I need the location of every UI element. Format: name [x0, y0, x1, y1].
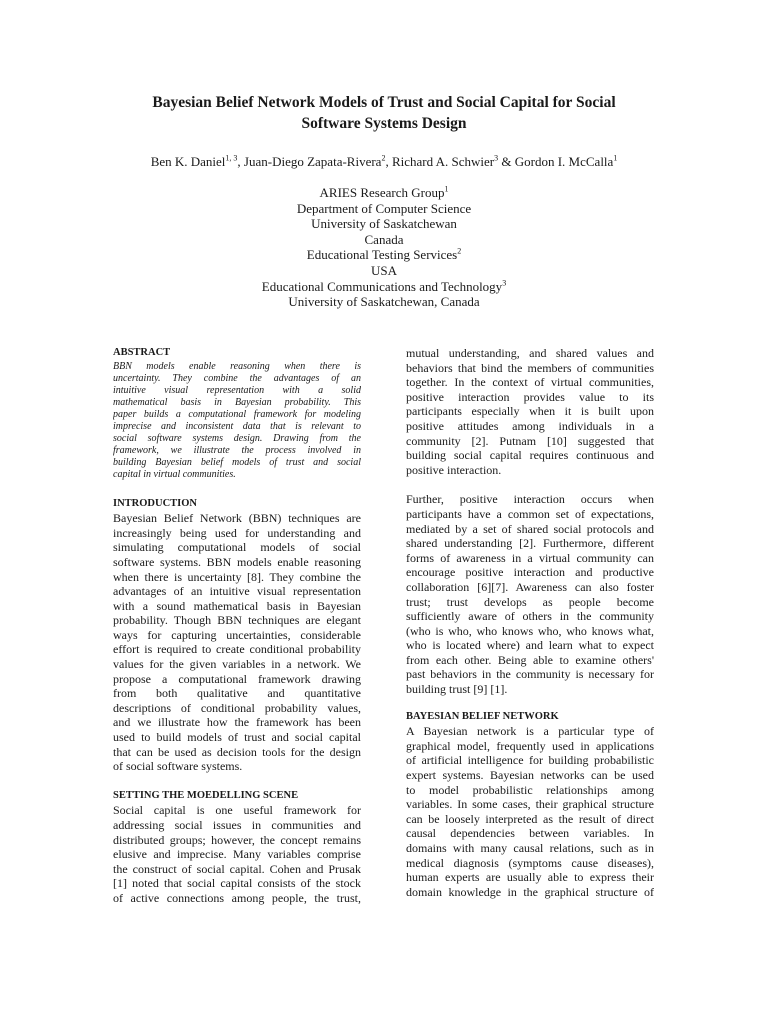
text-line: together. In the context of virtual communities, [406, 375, 654, 390]
text-line: who is located where) and learn what to expect [406, 638, 654, 653]
paragraph-gap [406, 477, 654, 492]
abstract-section [113, 346, 361, 482]
affiliation-mark: 1 [444, 184, 449, 194]
text-line: domains with many causal relations, such as in [406, 841, 654, 855]
affiliation-mark: 3 [502, 278, 507, 288]
text-line: of artificial intelligence for building probabilistic [406, 753, 654, 768]
text-line: intuitive visual representation with a solid [113, 384, 361, 396]
text-line: distributed groups; however, the concept remains [113, 832, 361, 847]
text-line: graphical model, frequently used in applications [406, 738, 654, 753]
text-line: can be loosely interpreted as the result of direct [406, 811, 654, 826]
text-line: sufficiently aware of others in the community [406, 609, 654, 624]
text-line: from each other. Being able to examine others' [406, 652, 654, 667]
author-separator: & [498, 154, 515, 169]
text-line: building Bayesian belief models of trust and social [113, 457, 361, 469]
title-line: Bayesian Belief Network Models of Trust and Social Capital for Social [152, 94, 616, 111]
modelling-body [113, 803, 361, 905]
text-line: elusive and imprecise. Many variables comprise [113, 847, 361, 862]
text-line: addressing social issues in communities and [113, 818, 361, 832]
affiliation-line [150, 232, 618, 248]
text-line: medical diagnosis (symptoms cause diseases), [406, 855, 654, 870]
text-line: shared understanding [2]. Furthermore, different [406, 536, 654, 551]
text-line: with a sound mathematical basis in Bayesian [113, 598, 361, 613]
text-line: positive attitudes among individuals in a [406, 418, 654, 433]
affiliation-text: ARIES Research Group [319, 185, 445, 200]
text-line: building trust [9] [1]. [406, 682, 508, 697]
affiliation-mark: 2 [457, 247, 462, 257]
text-line: propose a computational framework drawing [113, 671, 361, 686]
text-line: building social capital requires continuous and [406, 448, 654, 463]
section-gap [113, 482, 361, 497]
text-line: of active connections among people, the trust, [113, 890, 361, 905]
text-line: ways for capturing uncertainties, considerable [113, 627, 361, 642]
introduction-body [113, 511, 361, 774]
text-line: mediated by a set of shared social protocols and [406, 521, 654, 536]
text-line: to model probabilistic relationships among [406, 782, 654, 797]
text-line: collaboration [6][7]. Awareness can also foster [406, 579, 654, 594]
affiliation-text: Department of Computer Science [296, 200, 472, 216]
text-line: effort is required to create conditional probability [113, 642, 361, 657]
text-line: advantages of an intuitive visual representation [113, 584, 361, 599]
bbn-section [406, 710, 654, 900]
affiliation-line [150, 185, 618, 201]
text-line: participants especially when it is built upon [406, 404, 654, 419]
author-affiliation-mark: 1 [613, 153, 618, 163]
text-line: framework, we illustrate the process involved in [113, 445, 361, 457]
text-line: descriptions of conditional probability values, [113, 700, 361, 715]
text-line: expert systems. Bayesian networks can be used [406, 768, 654, 783]
author-name: Gordon I. McCalla [514, 154, 614, 169]
text-line: community [2]. Putnam [10] suggested that [406, 433, 654, 448]
affiliation-line [150, 294, 618, 310]
text-line: positive interaction. [406, 462, 502, 477]
affiliation-line [150, 279, 618, 295]
text-line: the construct of social capital. Cohen and Prusak [113, 861, 361, 876]
section-heading-introduction: INTRODUCTION [113, 497, 198, 509]
text-line: and we illustrate how the framework has been [113, 715, 361, 730]
text-line: past behaviors in the community is necessary for [406, 667, 654, 682]
text-line: software systems. BBN models enable reasoning [113, 554, 361, 569]
author-separator: , [385, 154, 392, 169]
text-line: paper builds a computational framework for modeling [113, 408, 361, 420]
text-line: trust; trust develops as people become [406, 594, 654, 609]
modelling-section [113, 789, 361, 906]
text-line: A Bayesian network is a particular type of [406, 724, 654, 739]
text-line: increasingly being used for understanding and [113, 525, 361, 540]
author-name: Richard A. Schwier [391, 154, 495, 169]
author-name: Ben K. Daniel [150, 154, 226, 169]
paper-title [100, 92, 668, 134]
text-line: Social capital is one useful framework for [113, 803, 361, 818]
affiliation-text: Canada [364, 231, 404, 247]
introduction-section [113, 497, 361, 774]
paragraph-awareness [406, 492, 654, 696]
text-line: participants have a common set of expectations, [406, 506, 654, 521]
author-name: Juan-Diego Zapata-Rivera [243, 154, 382, 169]
text-line: uncertainty. They combine the advantages of an [113, 372, 361, 384]
text-line: that can be used as decision tools for the design [113, 744, 361, 759]
section-gap [113, 774, 361, 789]
text-line: probability. Though BBN techniques are elegant [113, 613, 361, 628]
text-line: mutual understanding, and shared values and [406, 346, 654, 360]
author-affiliation-mark: 3 [494, 153, 499, 163]
title-line: Software Systems Design [301, 115, 467, 132]
section-heading-abstract: ABSTRACT [113, 347, 171, 358]
text-line: of social software systems. [113, 759, 243, 774]
text-line: (who is who, who knows who, who knows what, [406, 623, 654, 638]
affiliation-line [150, 263, 618, 279]
text-line: capital in virtual communities. [113, 469, 236, 481]
text-line: positive interaction provides value to its [406, 389, 654, 404]
text-line: simulating computational models of social [113, 540, 361, 555]
bbn-body [406, 724, 654, 899]
text-line: social software systems design. Drawing from the [113, 433, 361, 445]
text-line: BBN models enable reasoning when there is [113, 360, 361, 372]
left-column [113, 346, 361, 906]
abstract-body [113, 361, 361, 482]
right-column [406, 346, 654, 899]
text-line: imprecise and inconsistent data that is relevant to [113, 421, 361, 433]
text-line: [1] noted that social capital consists of the stock [113, 876, 361, 891]
text-line: values for the given variables in a network. We [113, 657, 361, 672]
author-list [90, 154, 678, 170]
author-affiliation-mark: 1, 3 [225, 153, 238, 163]
affiliation-text: University of Saskatchewan, Canada [288, 294, 480, 310]
text-line: variables. In some cases, their graphical structure [406, 797, 654, 812]
text-line: human experts are usually able to express their [406, 870, 654, 885]
section-heading-bbn: BAYESIAN BELIEF NETWORK [406, 710, 559, 722]
text-line: causal dependencies between variables. In [406, 826, 654, 841]
affiliation-text: University of Saskatchewan [311, 216, 457, 232]
text-line: domain knowledge in the graphical structure of [406, 884, 654, 899]
text-line: when there is uncertainty [8]. They combine the [113, 569, 361, 584]
author-affiliation-mark: 2 [381, 153, 386, 163]
text-line: forms of awareness in a virtual community can [406, 550, 654, 565]
paragraph-continued [406, 346, 654, 477]
section-heading-modelling: SETTING THE MOEDELLING SCENE [113, 789, 299, 801]
affiliation-text: Educational Testing Services [306, 247, 458, 263]
author-separator: , [237, 154, 244, 169]
affiliation-text: USA [370, 262, 397, 278]
text-line: Further, positive interaction occurs when [406, 492, 654, 507]
affiliation-line [150, 216, 618, 232]
affiliation-text: Educational Communications and Technology [261, 278, 503, 294]
text-line: encourage positive interaction and productive [406, 565, 654, 580]
affiliation-line [150, 247, 618, 263]
text-line: mathematical basis in Bayesian probability. This [113, 396, 361, 408]
text-line: used to build models of trust and social capital [113, 730, 361, 745]
text-line: from both qualitative and quantitative [113, 686, 361, 701]
text-line: behaviors that bind the members of communities [406, 360, 654, 375]
text-line: Bayesian Belief Network (BBN) techniques are [113, 511, 361, 526]
affiliation-block [150, 185, 618, 310]
affiliation-line [150, 201, 618, 217]
section-gap [406, 697, 654, 710]
